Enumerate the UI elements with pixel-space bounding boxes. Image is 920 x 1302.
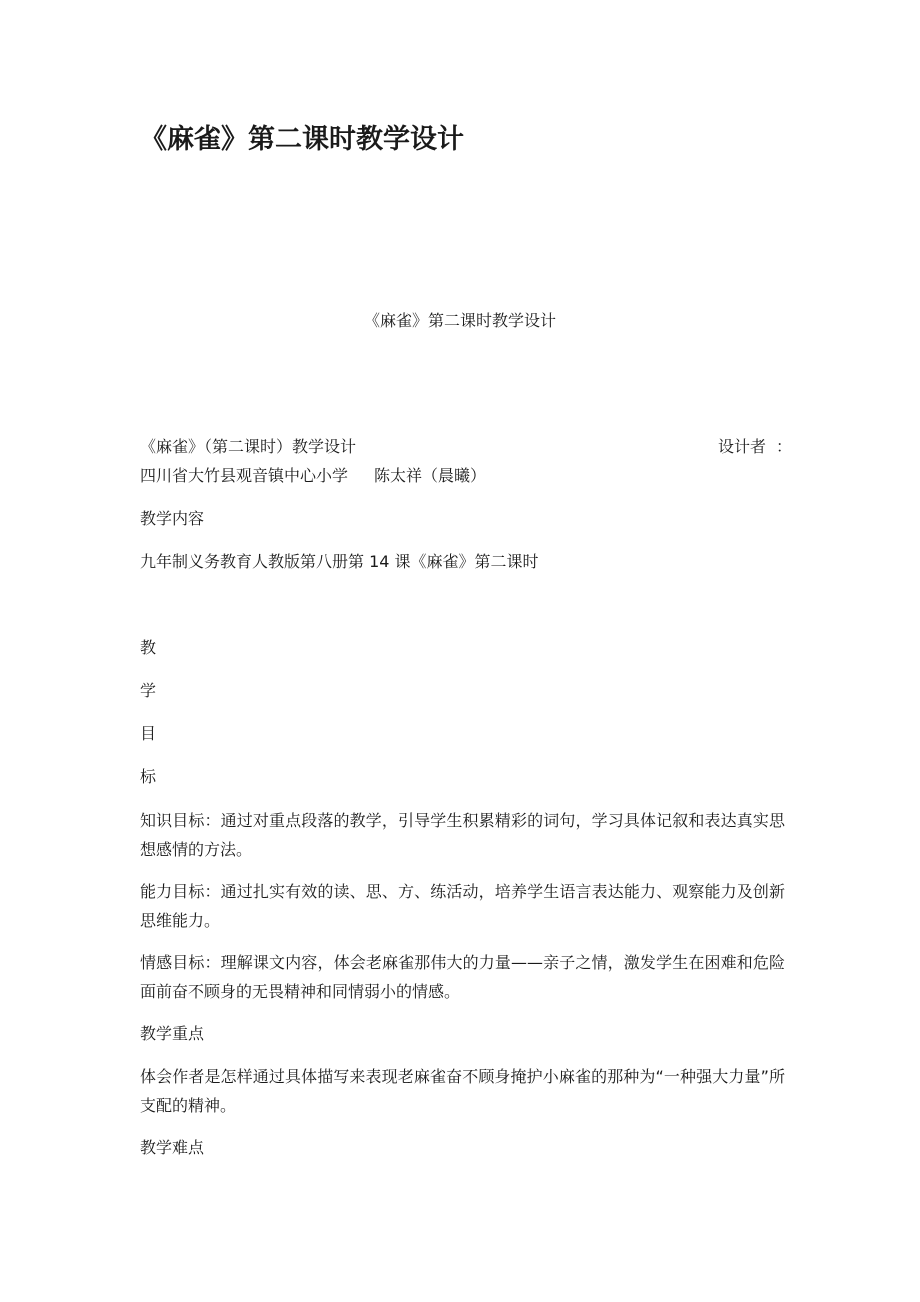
- section-heading-key-point: 教学重点: [140, 1024, 205, 1043]
- goals-vertical-char: 教: [140, 638, 157, 657]
- designer-label: 设计者: [718, 437, 767, 456]
- school-name: 四川省大竹县观音镇中心小学: [140, 466, 349, 485]
- section-heading-difficulty: 教学难点: [140, 1138, 205, 1157]
- goal-knowledge: 知识目标：通过对重点段落的教学，引导学生积累精彩的词句，学习具体记叙和表达真实思想感情的方法。: [140, 811, 785, 859]
- goal-ability: 能力目标：通过扎实有效的读、思、方、练活动，培养学生语言表达能力、观察能力及创新思维能力。: [140, 882, 785, 930]
- goals-vertical-char: 目: [140, 724, 157, 743]
- key-point-text: 体会作者是怎样通过具体描写来表现老麻雀奋不顾身掩护小麻雀的那种为“一种强大力量”所支配的精神。: [140, 1067, 785, 1115]
- school-author-line: [140, 466, 486, 486]
- goals-vertical-char: 学: [140, 681, 157, 700]
- goal-emotion: 情感目标：理解课文内容，体会老麻雀那伟大的力量——亲子之情，激发学生在困难和危险面前奋不顾身的无畏精神和同情弱小的情感。: [140, 953, 785, 1001]
- section-heading-content: 教学内容: [140, 509, 205, 528]
- goals-vertical-char: 标: [140, 767, 157, 786]
- section-content-text: 九年制义务教育人教版第八册第 14 课《麻雀》第二课时: [140, 552, 539, 571]
- main-title: 《麻雀》第二课时教学设计: [140, 124, 464, 155]
- author-name: 陈太祥（晨曦）: [374, 466, 487, 485]
- sub-title: 《麻雀》第二课时教学设计: [363, 311, 556, 330]
- header-line-left: 《麻雀》（第二课时）教学设计: [140, 437, 357, 456]
- designer-colon: ：: [776, 437, 793, 456]
